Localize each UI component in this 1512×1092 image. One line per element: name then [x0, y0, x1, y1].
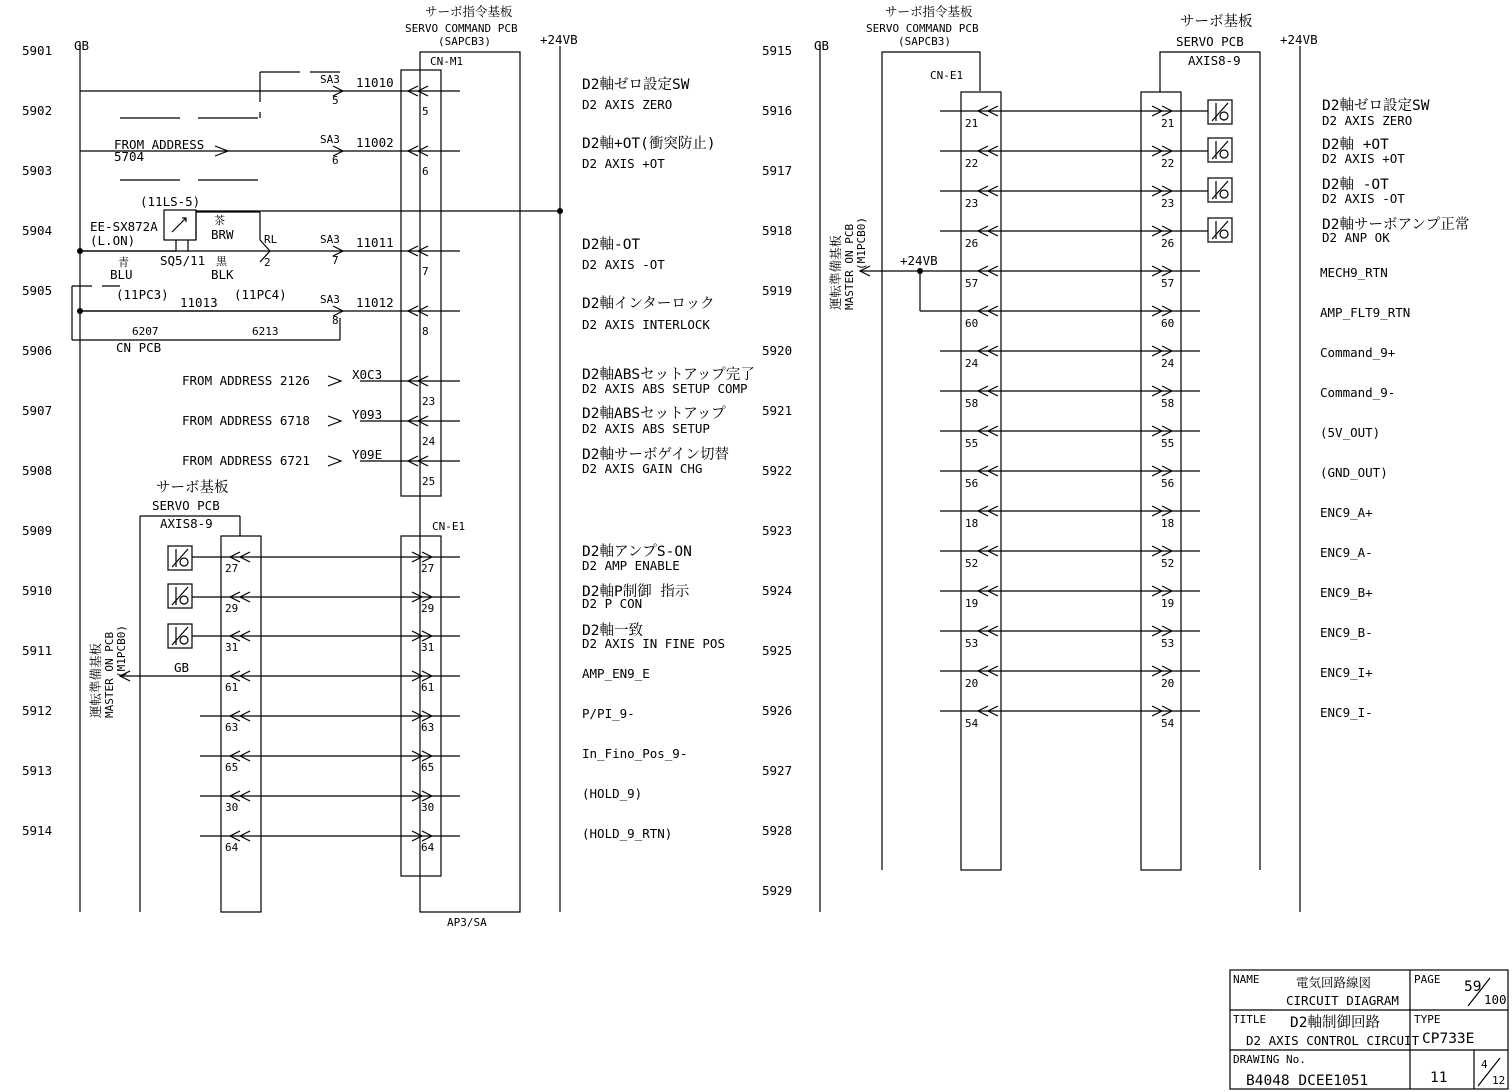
junction-dot [77, 308, 83, 314]
signal-plain: (HOLD_9_RTN) [582, 826, 673, 841]
line-number: 5928 [762, 823, 793, 838]
cn-m1-pin: 23 [422, 395, 436, 408]
servo-pin: 26 [1161, 237, 1175, 250]
cn-e1-pin: 63 [421, 721, 435, 734]
command-pcb-jp: サーボ指令基板 [425, 4, 513, 19]
pc-label: (11PC3) [116, 287, 169, 302]
servo-pcb-code: AXIS8-9 [1188, 53, 1241, 68]
servo-pcb-box [1160, 52, 1260, 870]
command-pcb-code: (SAPCB3) [898, 35, 951, 48]
io-icon [1208, 218, 1232, 242]
tb-sheet-total: 12 [1492, 1074, 1506, 1087]
line-number: 5918 [762, 223, 793, 238]
svg-text:(M1PCB0): (M1PCB0) [115, 625, 128, 678]
servo-pin: 23 [1161, 197, 1175, 210]
master-pcb-label [828, 217, 868, 310]
right-wires [860, 111, 1208, 711]
svg-text:(M1PCB0): (M1PCB0) [855, 217, 868, 270]
wire-color: BLK [211, 267, 234, 282]
from-address: FROM ADDRESS 2126 [182, 373, 310, 388]
sensor-model: EE-SX872A [90, 219, 158, 234]
line-number: 5926 [762, 703, 793, 718]
junction-dot [77, 248, 83, 254]
sensor-mode: (L.ON) [90, 233, 136, 248]
line-number: 5911 [22, 643, 53, 658]
cn-m1-pin: 8 [422, 325, 429, 338]
line-number: 5915 [762, 43, 793, 58]
servo-pin: 55 [1161, 437, 1175, 450]
address-signal: X0C3 [352, 367, 383, 382]
signal-en: D2 P CON [582, 596, 643, 611]
tb-type-label: TYPE [1414, 1013, 1441, 1026]
servo-pin: 54 [1161, 717, 1175, 730]
cn-m1-connector [401, 70, 441, 496]
cn-number: 6207 [132, 325, 159, 338]
signal-plain: AMP_FLT9_RTN [1320, 305, 1411, 320]
command-pcb-en: SERVO COMMAND PCB [866, 22, 979, 35]
servo-pin: 58 [1161, 397, 1175, 410]
servo-pin: 60 [1161, 317, 1175, 330]
servo-pin: 61 [225, 681, 239, 694]
svg-text:運転準備基板: 運転準備基板 [88, 642, 103, 718]
servo-pin: 64 [225, 841, 239, 854]
signal-plain: (HOLD_9) [582, 786, 643, 801]
cn-m1-pin: 7 [422, 265, 429, 278]
signal-plain: Command_9+ [1320, 345, 1396, 360]
servo-pin: 18 [1161, 517, 1175, 530]
tb-page-label: PAGE [1414, 973, 1441, 986]
signal-en: D2 AXIS IN FINE POS [582, 636, 725, 651]
servo-pin: 65 [225, 761, 239, 774]
cn-m1-wires [80, 72, 460, 466]
line-number: 5923 [762, 523, 793, 538]
line-number: 5901 [22, 43, 53, 58]
line-number: 5907 [22, 403, 53, 418]
cn-e1-pin: 53 [965, 637, 979, 650]
line-number: 5919 [762, 283, 793, 298]
signal-plain: P/PI_9- [582, 706, 635, 721]
servo-pin: 57 [1161, 277, 1175, 290]
cn-e1-pin: 31 [421, 641, 435, 654]
cn-e1-pin: 19 [965, 597, 979, 610]
cn-e1-pin: 27 [421, 562, 435, 575]
signal-en: D2 AMP ENABLE [582, 558, 680, 573]
tb-drawing-no: B4048 DCEE1051 [1246, 1073, 1369, 1089]
servo-pin: 31 [225, 641, 239, 654]
signal-jp: D2軸一致 [582, 623, 643, 639]
wire-color: BLU [110, 267, 133, 282]
signal-plain: In_Fino_Pos_9- [582, 746, 688, 761]
signal-en: D2 AXIS ZERO [1322, 113, 1413, 128]
wire-number: 11013 [180, 295, 218, 310]
sensor-sq: SQ5/11 [160, 253, 206, 268]
signal-en: D2 AXIS ZERO [582, 97, 673, 112]
signal-jp: D2軸ゼロ設定SW [1322, 98, 1430, 114]
tb-title-jp: D2軸制御回路 [1290, 1015, 1380, 1031]
line-number: 5920 [762, 343, 793, 358]
signal-plain: ENC9_I+ [1320, 665, 1373, 680]
tb-title-en: D2 AXIS CONTROL CIRCUIT [1246, 1033, 1420, 1048]
signal-plain: Command_9- [1320, 385, 1396, 400]
right-diagram [762, 4, 1469, 912]
io-icon [168, 546, 192, 570]
cn-e1-pin: 60 [965, 317, 979, 330]
cn-e1-pin: 65 [421, 761, 435, 774]
cn-e1-pin: 21 [965, 117, 979, 130]
junction-dot [917, 268, 923, 274]
gb-label: GB [814, 38, 830, 53]
line-number: 5912 [22, 703, 53, 718]
signal-plain: MECH9_RTN [1320, 265, 1388, 280]
signal-plain: ENC9_B+ [1320, 585, 1373, 600]
signal-en: D2 AXIS +OT [582, 156, 665, 171]
signal-jp: D2軸インターロック [582, 296, 715, 312]
servo-pin: 29 [225, 602, 239, 615]
tb-name-label: NAME [1233, 973, 1260, 986]
servo-pin: 20 [1161, 677, 1175, 690]
cn-e1-pin: 61 [421, 681, 435, 694]
line-number: 5902 [22, 103, 53, 118]
servo-pin: 19 [1161, 597, 1175, 610]
cn-e1-pin: 30 [421, 801, 435, 814]
signal-jp: D2軸アンプS-ON [582, 544, 692, 560]
signal-plain: ENC9_B- [1320, 625, 1373, 640]
sa-label: SA3 [320, 133, 340, 146]
line-number: 5905 [22, 283, 53, 298]
signal-plain: (5V_OUT) [1320, 425, 1381, 440]
io-icon [1208, 178, 1232, 202]
sa-pin: 5 [332, 94, 339, 107]
servo-pin: 22 [1161, 157, 1175, 170]
signal-en: D2 AXIS ABS SETUP COMP [582, 381, 748, 396]
cn-e1-pin: 23 [965, 197, 979, 210]
line-number: 5925 [762, 643, 793, 658]
cn-e1-pin: 52 [965, 557, 979, 570]
servo-pcb-en: SERVO PCB [1176, 34, 1244, 49]
sa-pin: 8 [332, 314, 339, 327]
cn-e1-pin: 24 [965, 357, 979, 370]
servo-pin: 53 [1161, 637, 1175, 650]
wire-color-jp: 茶 [214, 214, 225, 227]
command-pcb-en: SERVO COMMAND PCB [405, 22, 518, 35]
signal-en: D2 AXIS ABS SETUP [582, 421, 710, 436]
servo-pcb-code: AXIS8-9 [160, 516, 213, 531]
cn-e1-label: CN-E1 [432, 520, 466, 533]
line-number: 5924 [762, 583, 793, 598]
cn-e1-label: CN-E1 [930, 69, 964, 82]
servo-pcb-en: SERVO PCB [152, 498, 220, 513]
signal-jp: D2軸P制御 指示 [582, 584, 690, 600]
signal-jp: D2軸ABSセットアップ [582, 406, 726, 422]
master-pcb-label [88, 625, 128, 718]
cn-e1-pin: 26 [965, 237, 979, 250]
sa-label: SA3 [320, 73, 340, 86]
tb-title-label: TITLE [1233, 1013, 1267, 1026]
tb-type-val: CP733E [1422, 1031, 1475, 1047]
io-icon [168, 624, 192, 648]
cn-m1-pin: 6 [422, 165, 429, 178]
line-number: 5921 [762, 403, 793, 418]
line-number: 5913 [22, 763, 53, 778]
signal-jp: D2軸サーボアンプ正常 [1322, 217, 1470, 233]
signal-plain: (GND_OUT) [1320, 465, 1388, 480]
servo-pin: 24 [1161, 357, 1175, 370]
cn-number: 6213 [252, 325, 279, 338]
wire-color: BRW [211, 227, 234, 242]
wire-number: 11011 [356, 235, 394, 250]
sa-label: SA3 [320, 293, 340, 306]
line-number: 5929 [762, 883, 793, 898]
signal-en: D2 ANP OK [1322, 230, 1390, 245]
tb-name-jp: 電気回路線図 [1296, 975, 1372, 990]
signal-jp: D2軸+OT(衝突防止) [582, 136, 716, 152]
cn-e1-pin: 22 [965, 157, 979, 170]
address-signal: Y093 [352, 407, 383, 422]
signal-en: D2 AXIS INTERLOCK [582, 317, 710, 332]
wire-number: 11012 [356, 295, 394, 310]
cn-e1-wires [120, 552, 460, 841]
line-number: 5914 [22, 823, 53, 838]
pc-label: (11PC4) [234, 287, 287, 302]
signal-en: D2 AXIS -OT [582, 257, 665, 272]
line-number: 5916 [762, 103, 793, 118]
line-number: 5922 [762, 463, 793, 478]
signal-plain: ENC9_A- [1320, 545, 1373, 560]
line-number: 5903 [22, 163, 53, 178]
line-number: 5917 [762, 163, 793, 178]
cn-e1-pin: 18 [965, 517, 979, 530]
title-block [1230, 970, 1508, 1089]
tb-sheet-num: 11 [1430, 1070, 1448, 1086]
io-icon [1208, 138, 1232, 162]
cn-e1-pin: 64 [421, 841, 435, 854]
address-signal: Y09E [352, 447, 383, 462]
command-pcb-jp: サーボ指令基板 [885, 4, 973, 19]
signal-en: D2 AXIS -OT [1322, 191, 1405, 206]
sa-pin: 7 [332, 254, 339, 267]
command-pcb-code: (SAPCB3) [438, 35, 491, 48]
gb-label: GB [74, 38, 90, 53]
cn-m1-pin: 25 [422, 475, 436, 488]
cn-m1-pin: 5 [422, 105, 429, 118]
cn-e1-pin: 54 [965, 717, 979, 730]
signal-en: D2 AXIS GAIN CHG [582, 461, 703, 476]
sa-pin: 6 [332, 154, 339, 167]
junction-dot [557, 208, 563, 214]
servo-pcb-jp: サーボ基板 [156, 480, 229, 496]
cn-e1-pin: 20 [965, 677, 979, 690]
vb-label: +24VB [1280, 32, 1318, 47]
sa-label: SA3 [320, 233, 340, 246]
cn-e1-pin: 57 [965, 277, 979, 290]
servo-pin: 27 [225, 562, 239, 575]
wire-number: 11002 [356, 135, 394, 150]
servo-pin: 52 [1161, 557, 1175, 570]
from-address: FROM ADDRESS 6721 [182, 453, 310, 468]
rl-label: RL [264, 233, 278, 246]
signal-jp: D2軸 +OT [1322, 137, 1389, 153]
line-number: 5906 [22, 343, 53, 358]
signal-jp: D2軸 -OT [1322, 177, 1389, 193]
command-pcb-footer: AP3/SA [447, 916, 487, 929]
servo-pin: 21 [1161, 117, 1175, 130]
left-diagram [22, 4, 755, 929]
tb-name-en: CIRCUIT DIAGRAM [1286, 993, 1399, 1008]
signal-plain: AMP_EN9_E [582, 666, 650, 681]
vb-inner-label: +24VB [900, 253, 938, 268]
cn-e1-pin: 55 [965, 437, 979, 450]
signal-jp: D2軸-OT [582, 237, 641, 253]
tb-drawing-label: DRAWING No. [1233, 1053, 1306, 1066]
io-icon [1208, 100, 1232, 124]
signal-jp: D2軸ゼロ設定SW [582, 77, 690, 93]
io-icon [168, 584, 192, 608]
svg-text:MASTER ON PCB: MASTER ON PCB [843, 223, 856, 310]
signal-en: D2 AXIS +OT [1322, 151, 1405, 166]
cn-pcb-label: CN PCB [116, 340, 162, 355]
servo-pcb-jp: サーボ基板 [1180, 14, 1253, 30]
signal-jp: D2軸サーボゲイン切替 [582, 447, 729, 463]
command-pcb-box [882, 52, 980, 870]
rl-pin: 2 [264, 256, 271, 269]
cn-m1-pin: 24 [422, 435, 436, 448]
from-address-label: FROM ADDRESS [114, 137, 205, 152]
line-number: 5904 [22, 223, 53, 238]
line-number: 5910 [22, 583, 53, 598]
wire-color-jp: 青 [118, 256, 129, 269]
line-number: 5909 [22, 523, 53, 538]
servo-pin: 63 [225, 721, 239, 734]
cn-e1-pin: 29 [421, 602, 435, 615]
master-gb-label: GB [174, 660, 190, 675]
signal-jp: D2軸ABSセットアップ完了 [582, 367, 755, 383]
signal-plain: ENC9_I- [1320, 705, 1373, 720]
tb-sheet-idx: 4 [1481, 1058, 1488, 1071]
cn-e1-pin: 56 [965, 477, 979, 490]
from-address: FROM ADDRESS 6718 [182, 413, 310, 428]
from-address-number: 5704 [114, 149, 145, 164]
servo-pin: 30 [225, 801, 239, 814]
vb-label: +24VB [540, 32, 578, 47]
svg-text:MASTER ON PCB: MASTER ON PCB [103, 631, 116, 718]
right-connector-arrows [978, 106, 1175, 716]
line-number: 5908 [22, 463, 53, 478]
cn-e1-pin: 58 [965, 397, 979, 410]
line-number: 5927 [762, 763, 793, 778]
cn-m1-label: CN-M1 [430, 55, 464, 68]
svg-text:運転準備基板: 運転準備基板 [828, 234, 843, 310]
wire-color-jp: 黒 [216, 255, 227, 268]
sensor-ref: (11LS-5) [140, 194, 201, 209]
wire-number: 11010 [356, 75, 394, 90]
servo-pin: 56 [1161, 477, 1175, 490]
cn-e1-connector [401, 536, 441, 876]
tb-page-num: 59 [1464, 979, 1482, 995]
tb-page-total: 100 [1484, 992, 1507, 1007]
signal-plain: ENC9_A+ [1320, 505, 1373, 520]
